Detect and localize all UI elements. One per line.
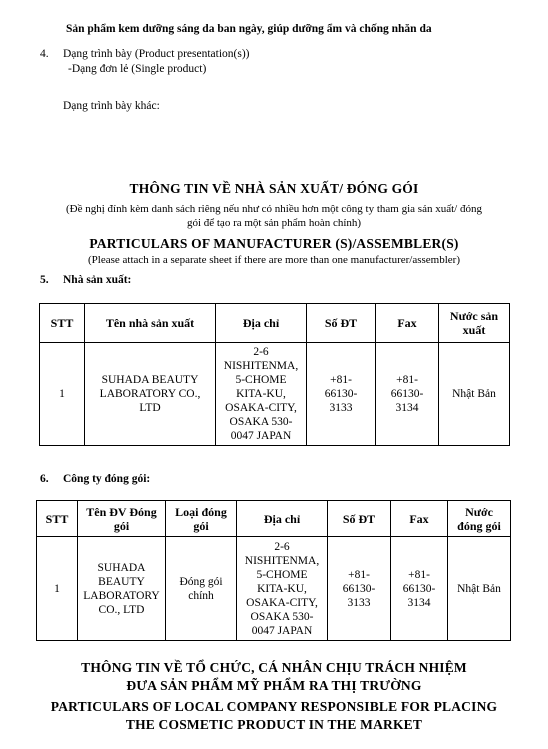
name-line: LABORATORY CO.,	[99, 388, 201, 400]
col-country	[439, 304, 510, 343]
col-address: Địa chỉ	[216, 304, 307, 343]
phone-line: 66130-	[342, 582, 376, 595]
address-line: OSAKA-CITY,	[246, 596, 318, 609]
address-line: NISHITENMA,	[223, 360, 299, 372]
col-country-line-1: Nước sản	[449, 309, 499, 323]
row-country: Nhật Bản	[439, 343, 510, 446]
address-line: 0047 JAPAN	[230, 430, 292, 442]
fax-line: +81-	[408, 568, 430, 581]
section-5-number: 5.	[40, 274, 49, 286]
header-line: gói	[113, 518, 130, 533]
name-line: BEAUTY	[98, 575, 145, 588]
address-line: 0047 JAPAN	[251, 624, 313, 637]
col-fax: Fax	[391, 501, 448, 537]
phone-line: 3133	[329, 402, 353, 414]
address-line: 5-CHOME	[256, 568, 308, 581]
section-5-label: Nhà sản xuất:	[63, 274, 132, 286]
row-address	[216, 343, 307, 446]
address-line: OSAKA-CITY,	[225, 402, 297, 414]
row-address	[237, 537, 328, 641]
fax-line: 66130-	[402, 582, 436, 595]
row-stt: 1	[40, 343, 85, 446]
row-phone	[307, 343, 376, 446]
manufacturer-note-vi-2: gói để tạo ra một sản phẩm hoàn chỉnh)	[186, 217, 362, 229]
col-country	[448, 501, 511, 537]
header-line: Loại đóng	[175, 504, 227, 519]
row-stt: 1	[37, 537, 78, 641]
header-line: đóng gói	[457, 518, 501, 533]
section-6-number: 6.	[40, 473, 49, 485]
row-country: Nhật Bản	[448, 537, 511, 641]
product-description: Sản phẩm kem dưỡng sáng da ban ngày, giúp dưỡng ẩm và chống nhăn da	[66, 23, 432, 35]
local-company-title-vi-1: THÔNG TIN VỀ TỔ CHỨC, CÁ NHÂN CHỊU TRÁCH NHIỆM	[81, 660, 467, 675]
col-manufacturer-name: Tên nhà sản xuất	[85, 304, 216, 343]
address-line: OSAKA 530-	[229, 416, 293, 428]
type-line: Đóng gói	[179, 575, 223, 588]
fax-line: +81-	[396, 374, 418, 386]
col-packaging-type	[166, 501, 237, 537]
col-stt: STT	[37, 501, 78, 537]
row-packaging-type	[166, 537, 237, 641]
packaging-table	[36, 500, 511, 641]
manufacturer-note-en: (Please attach in a separate sheet if there are more than one manufacturer/assembler)	[88, 254, 460, 266]
section-4-label: Dạng trình bày (Product presentation(s))	[63, 48, 250, 60]
name-line: LABORATORY	[83, 589, 160, 602]
manufacturer-title-en: PARTICULARS OF MANUFACTURER (S)/ASSEMBLER(S)	[89, 236, 459, 251]
name-line: CO., LTD	[98, 603, 145, 616]
row-packager-name	[78, 537, 166, 641]
local-company-title-vi-2: ĐƯA SẢN PHẨM MỸ PHẨM RA THỊ TRƯỜNG	[126, 678, 422, 693]
phone-line: 3133	[347, 596, 371, 609]
name-line: SUHADA BEAUTY	[101, 374, 199, 386]
row-fax	[376, 343, 439, 446]
header-line: Tên ĐV Đóng	[86, 504, 157, 519]
phone-line: +81-	[348, 568, 370, 581]
row-phone	[328, 537, 391, 641]
table-header-row	[40, 304, 510, 343]
single-product-line: -Dạng đơn lẻ (Single product)	[68, 63, 207, 75]
manufacturer-note-vi-1: (Đề nghị đính kèm danh sách riêng nếu như có nhiều hơn một công ty tham gia sản xuất/ đóng	[66, 203, 482, 215]
col-address: Địa chỉ	[237, 501, 328, 537]
address-line: 2-6	[253, 346, 269, 358]
col-phone: Số ĐT	[328, 501, 391, 537]
col-fax: Fax	[376, 304, 439, 343]
other-presentation-line: Dạng trình bày khác:	[63, 100, 160, 112]
col-stt: STT	[40, 304, 85, 343]
table-row	[40, 343, 510, 446]
table-row	[37, 537, 511, 641]
table-header-row	[37, 501, 511, 537]
row-manufacturer-name	[85, 343, 216, 446]
local-company-title-en-1: PARTICULARS OF LOCAL COMPANY RESPONSIBLE FOR PLACING	[50, 699, 498, 714]
address-line: 2-6	[274, 540, 290, 553]
address-line: OSAKA 530-	[250, 610, 314, 623]
address-line: KITA-KU,	[236, 388, 286, 400]
phone-line: 66130-	[324, 388, 358, 400]
local-company-title-en-2: THE COSMETIC PRODUCT IN THE MARKET	[125, 717, 423, 732]
manufacturer-table	[39, 303, 510, 446]
section-4-number: 4.	[40, 48, 49, 60]
manufacturer-title-vi: THÔNG TIN VỀ NHÀ SẢN XUẤT/ ĐÓNG GÓI	[129, 181, 419, 196]
name-line: SUHADA	[97, 561, 146, 574]
header-line: Nước	[465, 504, 493, 519]
name-line: LTD	[139, 402, 161, 414]
col-phone: Số ĐT	[307, 304, 376, 343]
section-6-label: Công ty đóng gói:	[63, 473, 151, 485]
fax-line: 3134	[407, 596, 431, 609]
row-fax	[391, 537, 448, 641]
address-line: 5-CHOME	[235, 374, 287, 386]
address-line: KITA-KU,	[257, 582, 307, 595]
header-line: gói	[193, 518, 209, 533]
address-line: NISHITENMA,	[244, 554, 320, 567]
col-country-line-2: xuất	[462, 323, 486, 337]
type-line: chính	[188, 589, 214, 602]
fax-line: 66130-	[390, 388, 424, 400]
fax-line: 3134	[395, 402, 419, 414]
col-packager-name	[78, 501, 166, 537]
phone-line: +81-	[330, 374, 352, 386]
